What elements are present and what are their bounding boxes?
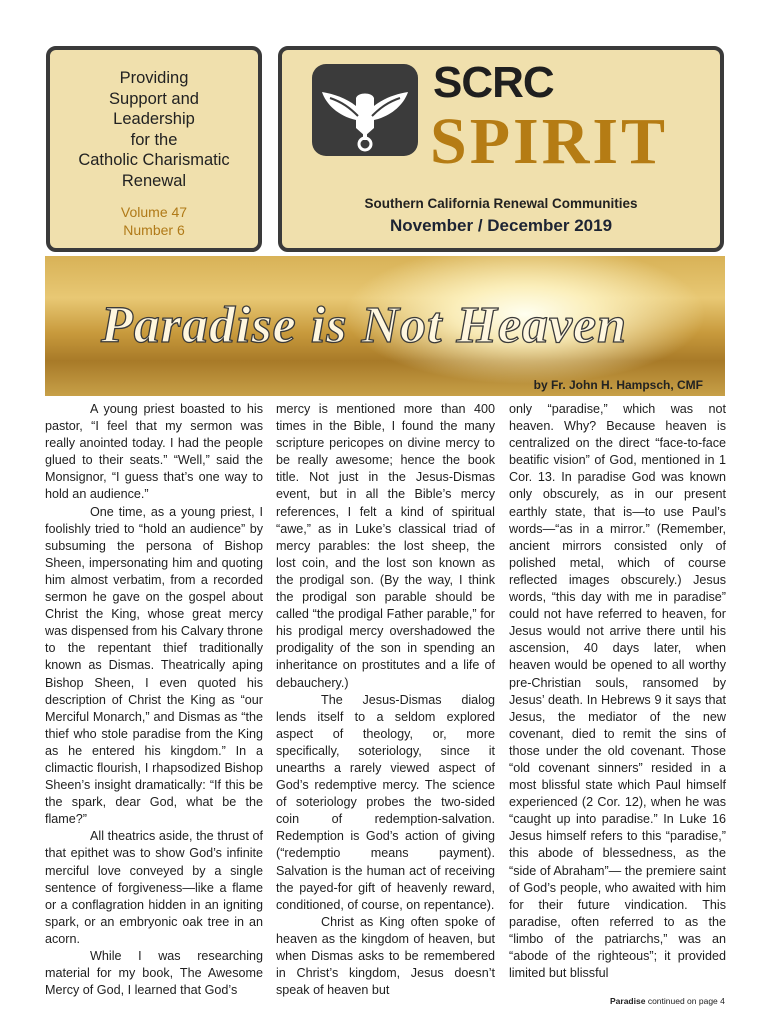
paragraph: The Jesus-Dismas dialog lends itself to a seldom explored aspect of theology, or, more specifically, soteriology, since it unearths a rarely viewed aspect of God’s redemptive mercy. The science of soteriology probes the two-sided coin of redemption-salvation. Redemption is God’s action of giving (“redemptio means payment). Salvation is the human act of receiving the payed-for gift of heavenly reward, conditioned, of course, on repentance). <box>276 692 495 912</box>
masthead <box>278 46 724 252</box>
masthead-scrc: SCRC <box>433 58 554 107</box>
paragraph: only “paradise,” which was not heaven. Why? Because heaven is centralized on the direct “face-to-face beatific vision” of God, mentioned in 1 Cor. 13. In paradise God was known only obscurely, as in our present earthly state, that is—to use Paul’s words—“as in a mirror.” (Remember, ancient mirrors consisted only of polished metal, which of course reflected images obscurely.) Jesus words, “this day with me in paradise” could not have referred to heaven, for Jesus would not arrive there until his ascension, 40 days later, when heaven would be opened to all worthy pre-Christian souls, ransomed by Jesus’ death. In Hebrews 9 it says that Jesus, the mediator of the new covenant, died to remit the sins of those under the old covenant. Those “old covenant sinners” resided in a most blissful state which Paul himself experienced (2 Cor. 12), when he was “caught up into paradise.” In Luke 16 Jesus himself refers to this “paradise,” this abode of blessedness, as the “side of Abraham”— the premiere saint of God’s people, who awaited with him for their future vindication. This paradise, often referred to as the “limbo of the patriarchs,” was an “abode of the righteous”; it provided limited but blissful <box>509 402 726 981</box>
article-headline: Paradise is Not Heaven <box>101 297 628 354</box>
paragraph: One time, as a young priest, I foolishly tried to “hold an audience” by subsuming the persona of Bishop Sheen, impersonating him and quoting him almost verbatim, from a recorded sermon he gave on the gospel about Christ the King, whose great mercy was dispensed from his Calvary throne to the repentant thief traditionally known as Dismas. Theatrically aping Bishop Sheen, I even quoted his description of Christ the King as “our Merciful Monarch,” and Dismas as “the thief who stole paradise from the King as he entered his kingdom.” In a climactic flourish, I rhapsodized Bishop Sheen’s insight dramatically: “If this be the spark, dear God, what be the flame?” <box>45 504 263 827</box>
article-byline: by Fr. John H. Hampsch, CMF <box>533 378 703 392</box>
paragraph: A young priest boasted to his pastor, “I feel that my sermon was really anointed today. I had the people glued to their seats.” “Well,” said the Monsignor, “I guess that’s one way to hold an audience.” <box>45 402 263 502</box>
tagline-line: Support and <box>109 89 199 108</box>
headline-banner <box>45 256 725 396</box>
tagline-line: Catholic Charismatic <box>78 151 230 169</box>
paragraph: All theatrics aside, the thrust of that epithet was to show God’s infinite merciful love conveyed by a single sentence of forgiveness—like a flame or a conflagration hidden in an igniting spark, or an embryonic oak tree in an acorn. <box>45 829 263 946</box>
masthead-subtitle: Southern California Renewal Communities <box>364 196 638 211</box>
tagline-line: Leadership <box>113 110 195 128</box>
continued-word: Paradise <box>610 996 646 1006</box>
tagline-line: for the <box>130 130 178 149</box>
article-column-3 <box>509 401 726 982</box>
continued-text: continued on page 4 <box>647 996 725 1006</box>
number-label: Number 6 <box>123 222 185 238</box>
article-column-2 <box>276 401 495 999</box>
article-column-1 <box>45 401 263 999</box>
issue-info <box>50 203 258 239</box>
tagline-line: Providing <box>119 69 189 87</box>
tagline-line: Renewal <box>121 171 187 190</box>
dove-icon <box>312 64 418 156</box>
paragraph: Christ as King often spoke of heaven as the kingdom of heaven, but when Dismas asks to be remembered in Christ’s kingdom, Jesus doesn’t speak of heaven but <box>276 914 495 998</box>
paragraph: While I was researching material for my book, The Awesome Mercy of God, I learned that God’s <box>45 949 263 998</box>
tagline <box>50 68 258 191</box>
volume-label: Volume 47 <box>120 204 188 220</box>
issue-date: November / December 2019 <box>389 216 613 235</box>
mission-box <box>46 46 262 252</box>
masthead-title: SPIRIT <box>430 105 669 178</box>
continued-note <box>610 996 725 1006</box>
paragraph: mercy is mentioned more than 400 times in the Bible, I found the many scripture pericopes on divine mercy to be really awesome; hence the book title. Not just in the Jesus-Dismas event, but in all the Bible’s mercy references, I felt a kind of spiritual “awe,” as in Luke’s classical triad of mercy parables: the lost sheep, the lost coin, and the lost son known as the prodigal son. (By the way, I think the prodigal son parable should be called “the prodigal Father parable,” for his prodigal mercy overshadowed the prodigality of the son in spending an inheritance on prostitutes and a life of debauchery.) <box>276 402 495 690</box>
